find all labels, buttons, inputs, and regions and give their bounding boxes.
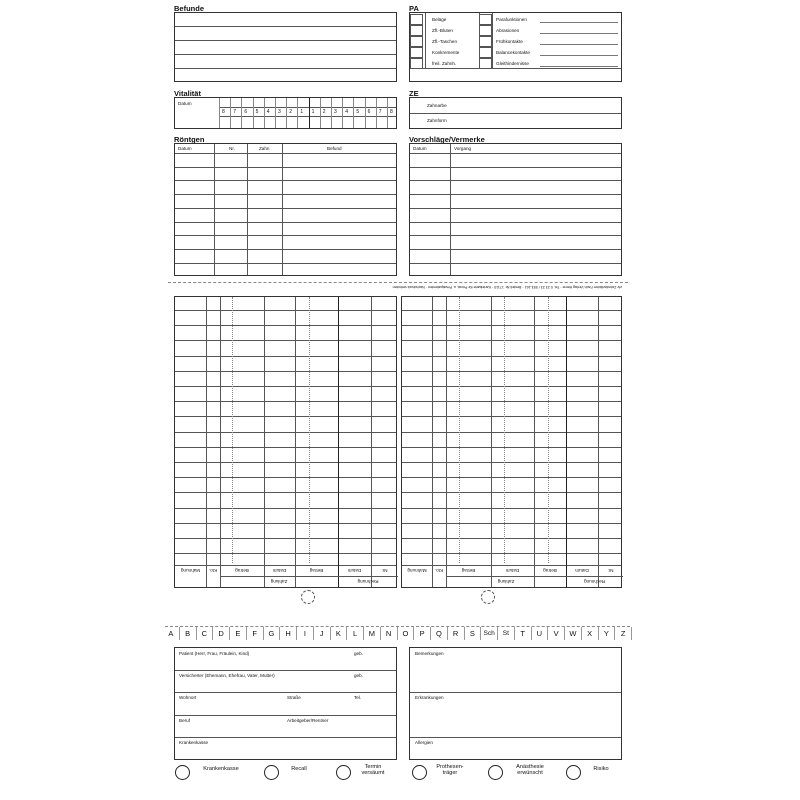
billing-col-divider (371, 297, 372, 587)
roentgen-title: Röntgen (174, 135, 205, 144)
billing-row-line (175, 553, 396, 554)
ze-box[interactable] (409, 97, 622, 129)
billing-group-zahlung: Zahlung (270, 579, 288, 584)
billing-row-line (175, 523, 396, 524)
krankenkasse-check[interactable] (175, 765, 190, 780)
pa-write-line-4[interactable] (540, 66, 618, 67)
pa-checkbox-left-0[interactable] (410, 14, 423, 25)
alphabet-tab-l[interactable]: L (347, 627, 364, 640)
alphabet-tab-i[interactable]: I (297, 627, 314, 640)
recall-check[interactable] (264, 765, 279, 780)
billing-row-line (402, 523, 621, 524)
billing-row-line (175, 371, 396, 372)
pa-checkbox-right-4[interactable] (479, 58, 492, 69)
billing-col-label: Mahnung (407, 568, 427, 573)
alphabet-tab-g[interactable]: G (264, 627, 281, 640)
table-row-line (410, 153, 621, 154)
vitalitaet-col-divider (275, 98, 276, 128)
billing-row-line (402, 340, 621, 341)
pa-title: PA (409, 4, 419, 13)
vitalitaet-col-divider (320, 98, 321, 128)
alphabet-register (163, 627, 632, 640)
alphabet-tab-u[interactable]: U (532, 627, 549, 640)
alphabet-tab-h[interactable]: H (280, 627, 297, 640)
alphabet-tab-w[interactable]: W (565, 627, 582, 640)
prothesentraeger-check[interactable] (412, 765, 427, 780)
table-row-line (175, 263, 396, 264)
billing-row-line (175, 356, 396, 357)
bemerkungen-box[interactable] (409, 647, 622, 760)
pa-label-left-4: freil. Zahnh. (432, 61, 457, 66)
pa-label-right-4: Gleithindernisse (496, 61, 529, 66)
punch-hole-left (301, 590, 315, 604)
table-row-line (175, 180, 396, 181)
alphabet-tab-st[interactable]: St (498, 627, 515, 640)
billing-dotted-divider (459, 297, 460, 563)
alphabet-tab-e[interactable]: E (230, 627, 247, 640)
billing-group-line (446, 576, 623, 577)
vorschlaege-col-datum: Datum (413, 146, 427, 151)
vitalitaet-title: Vitalität (174, 89, 201, 98)
check-label-risiko: Risiko (593, 766, 609, 772)
billing-row-line (175, 325, 396, 326)
tooth-number: 7 (378, 109, 382, 115)
table-row-line (410, 167, 621, 168)
table-row-line (410, 208, 621, 209)
versicherter-label: Versicherter (Ehemann, Ehefrau, Vater, Mutter) (179, 673, 275, 678)
roentgen-table[interactable] (174, 143, 397, 276)
tooth-number: 4 (266, 109, 270, 115)
billing-col-divider (491, 297, 492, 587)
erkrankungen-label: Erkrankungen (415, 695, 444, 700)
billing-col-divider (338, 297, 339, 587)
alphabet-tab-z[interactable]: Z (615, 627, 632, 640)
billing-row-line (175, 492, 396, 493)
table-row-line (175, 222, 396, 223)
billing-dotted-divider (309, 297, 310, 563)
billing-col-divider (446, 297, 447, 587)
alphabet-tab-q[interactable]: Q (431, 627, 448, 640)
billing-row-line (402, 447, 621, 448)
billing-col-label: Nr. (607, 568, 614, 573)
billing-header-line (175, 565, 396, 566)
billing-row-line (175, 386, 396, 387)
alphabet-tab-f[interactable]: F (247, 627, 264, 640)
table-row-line (175, 249, 396, 250)
billing-row-line (402, 492, 621, 493)
ze-title: ZE (409, 89, 419, 98)
pa-checkbox-right-1[interactable] (479, 25, 492, 36)
fold-line (168, 282, 628, 283)
tooth-number: 8 (222, 109, 225, 115)
krankenkasse-label: Krankenkasse (179, 740, 209, 745)
billing-row-line (402, 325, 621, 326)
billing-col-label: Betrag (461, 568, 476, 573)
tooth-number: 3 (278, 109, 281, 115)
roentgen-col-datum: Datum (178, 146, 192, 151)
billing-row-line (402, 432, 621, 433)
vorschlaege-title: Vorschläge/Vermerke (409, 135, 485, 144)
billing-row-line (175, 508, 396, 509)
termin-versaeumt-check[interactable] (336, 765, 351, 780)
pa-write-line-1[interactable] (540, 33, 618, 34)
bemerkungen-label: Bemerkungen (415, 651, 444, 656)
billing-row-line (402, 508, 621, 509)
table-row-line (410, 249, 621, 250)
pa-write-line-2[interactable] (540, 44, 618, 45)
alphabet-tab-r[interactable]: R (448, 627, 465, 640)
pa-label-left-2: Zfl.-Taschen (432, 39, 458, 44)
billing-group-rechnung: Rechnung (357, 579, 379, 584)
alphabet-tab-n[interactable]: N (381, 627, 398, 640)
ze-zahnform-label: Zahnform (427, 118, 447, 123)
vitalitaet-col-divider (342, 98, 343, 128)
vitalitaet-col-divider (241, 98, 242, 128)
alphabet-tab-sch[interactable]: Sch (481, 627, 498, 640)
billing-row-line (402, 371, 621, 372)
anaesthesie-check[interactable] (488, 765, 503, 780)
billing-group-rechnung: Rechnung (584, 579, 605, 584)
tooth-number: 1 (300, 109, 304, 115)
tooth-number: 3 (334, 109, 337, 115)
billing-dotted-divider (232, 297, 233, 563)
billing-col-divider (206, 297, 207, 587)
alphabet-tab-o[interactable]: O (398, 627, 415, 640)
roentgen-col-nr: Nr. (229, 146, 235, 151)
billing-col-divider (598, 297, 599, 587)
billing-col-label: Kto. (434, 568, 444, 573)
vorschlaege-col-vorgang: Vorgang (454, 146, 472, 151)
alphabet-tab-y[interactable]: Y (599, 627, 616, 640)
vitalitaet-col-divider (286, 98, 287, 128)
billing-row-line (402, 477, 621, 478)
billing-col-label: Kto. (208, 568, 218, 573)
alphabet-tab-v[interactable]: V (548, 627, 565, 640)
vorschlaege-table[interactable] (409, 143, 622, 276)
tooth-number: 4 (345, 109, 348, 115)
billing-col-label: Nr. (381, 568, 388, 573)
vitalitaet-box (174, 97, 397, 129)
risiko-check[interactable] (566, 765, 581, 780)
alphabet-tab-t[interactable]: T (515, 627, 532, 640)
check-label-termin: Termin versäumt (361, 764, 385, 776)
wohnort-label: Wohnort (179, 695, 197, 700)
table-row-line (175, 235, 396, 236)
billing-group-line (220, 576, 398, 577)
billing-col-divider (264, 297, 265, 587)
table-row-line (175, 208, 396, 209)
billing-col-label: Datum (505, 568, 520, 573)
billing-dotted-divider (504, 297, 505, 563)
billing-col-label: Datum (347, 568, 362, 573)
billing-col-label: Datum (575, 568, 589, 573)
billing-row-line (175, 538, 396, 539)
alphabet-tab-d[interactable]: D (213, 627, 230, 640)
pa-checkbox-right-2[interactable] (479, 36, 492, 47)
table-row-line (410, 222, 621, 223)
alphabet-tab-c[interactable]: C (197, 627, 214, 640)
billing-header-line (402, 565, 621, 566)
pa-checkbox-left-4[interactable] (410, 58, 423, 69)
alphabet-tab-b[interactable]: B (180, 627, 197, 640)
vitalitaet-datum-label: Datum (178, 101, 192, 106)
alphabet-tab-x[interactable]: X (582, 627, 599, 640)
vitalitaet-col-divider (365, 98, 366, 128)
billing-group-zahlung: Zahlung (497, 579, 515, 584)
check-label-prothesen: Prothesen-träger (436, 764, 464, 776)
billing-row-line (402, 356, 621, 357)
allergien-label: Allergien (415, 740, 433, 745)
pa-checkbox-left-2[interactable] (410, 36, 423, 47)
alphabet-tab-k[interactable]: K (331, 627, 348, 640)
tooth-number: 5 (356, 109, 360, 115)
pa-checkbox-right-0[interactable] (479, 14, 492, 25)
billing-row-line (175, 447, 396, 448)
table-row-line (410, 194, 621, 195)
arbeitgeber-label: Arbeitgeber/Rentner (287, 718, 329, 723)
table-row-line (410, 263, 621, 264)
patient-box[interactable] (174, 647, 397, 760)
billing-col-label: Betrag (235, 568, 249, 573)
billing-row-line (402, 553, 621, 554)
billing-dotted-divider (548, 297, 549, 563)
punch-hole-right (481, 590, 495, 604)
strasse-label: Straße (287, 695, 301, 700)
pa-checkbox-left-3[interactable] (410, 47, 423, 58)
vitalitaet-col-divider (253, 98, 254, 128)
ze-zahnarbe-label: Zahnarbe (427, 103, 447, 108)
billing-row-line (175, 432, 396, 433)
patient-label: Patient (Herr, Frau, Fräulein, Kind) (179, 651, 250, 656)
alphabet-tab-j[interactable]: J (314, 627, 331, 640)
billing-row-line (175, 416, 396, 417)
billing-row-line (402, 401, 621, 402)
pa-write-line-0[interactable] (540, 22, 618, 23)
billing-col-label: Datum (272, 568, 287, 573)
tooth-number: 2 (289, 109, 292, 115)
billing-col-label: Mahnung (180, 568, 201, 573)
vitalitaet-col-divider (376, 98, 377, 128)
billing-row-line (402, 386, 621, 387)
versicherter-geb-label: geb. (354, 673, 363, 678)
billing-col-divider (566, 297, 567, 587)
tooth-number: 5 (255, 109, 259, 115)
pa-label-left-1: Zfl.-Bluten (432, 28, 453, 33)
vitalitaet-col-divider (230, 98, 231, 128)
tooth-number: 7 (233, 109, 236, 115)
beruf-label: Beruf (179, 718, 190, 723)
table-row-line (175, 153, 396, 154)
check-label-krankenkasse: Krankenkasse (203, 766, 239, 772)
tooth-number: 6 (244, 109, 248, 115)
billing-row-line (175, 477, 396, 478)
table-row-line (175, 194, 396, 195)
vitalitaet-col-divider (219, 98, 220, 128)
pa-label-left-3: Konkremente (432, 50, 460, 55)
befunde-box[interactable] (174, 12, 397, 82)
pa-checkbox-left-1[interactable] (410, 25, 423, 36)
billing-col-divider (432, 297, 433, 587)
imprint: zfv Zahnärztlicher Fach-Verlag Herne · Tel. 0 23 23 / 593-161 · Bestell-Nr. 17110 · Karteikarte für Privat- u. Privatpatienten · Nachdruck verboten (392, 285, 622, 289)
billing-row-line (402, 538, 621, 539)
vitalitaet-col-divider (331, 98, 332, 128)
pa-write-line-3[interactable] (540, 55, 618, 56)
tooth-number: 6 (367, 109, 371, 115)
billing-row-line (175, 401, 396, 402)
check-label-recall: Recall (291, 766, 307, 772)
billing-row-line (175, 462, 396, 463)
vitalitaet-col-divider (353, 98, 354, 128)
check-label-anaesthesie: Anästhesie erwünscht (516, 764, 544, 776)
table-row-line (410, 180, 621, 181)
billing-row-line (175, 340, 396, 341)
vitalitaet-col-divider (387, 98, 388, 128)
vitalitaet-col-divider (264, 98, 265, 128)
billing-col-divider (534, 297, 535, 587)
vitalitaet-col-divider (309, 98, 310, 128)
alphabet-tab-a[interactable]: A (163, 627, 180, 640)
tooth-number: 1 (311, 109, 315, 115)
pa-label-right-2: Frühkontakte (496, 39, 523, 44)
tel-label: Tel. (354, 695, 362, 700)
pa-checkbox-right-3[interactable] (479, 47, 492, 58)
billing-table-right[interactable] (401, 296, 622, 588)
billing-col-divider (220, 297, 221, 587)
table-row-line (175, 167, 396, 168)
pa-label-right-3: Balancekontakte (496, 50, 530, 55)
roentgen-col-befund: Befund (327, 146, 342, 151)
alphabet-tab-p[interactable]: P (414, 627, 431, 640)
alphabet-tab-s[interactable]: S (465, 627, 482, 640)
table-row-line (410, 235, 621, 236)
billing-row-line (402, 310, 621, 311)
billing-table-left[interactable] (174, 296, 397, 588)
billing-row-line (402, 416, 621, 417)
tooth-number: 8 (390, 109, 393, 115)
befunde-title: Befunde (174, 4, 204, 13)
pa-label-right-1: Abrasionen (496, 28, 520, 33)
billing-col-divider (295, 297, 296, 587)
patient-geb-label: geb. (354, 651, 363, 656)
pa-label-right-0: Parafunktionen (496, 17, 527, 22)
vitalitaet-col-divider (297, 98, 298, 128)
tooth-number: 2 (322, 109, 326, 115)
billing-col-label: Betrag (543, 568, 557, 573)
alphabet-tab-m[interactable]: M (364, 627, 381, 640)
billing-row-line (175, 310, 396, 311)
billing-col-label: Betrag (309, 568, 324, 573)
pa-label-left-0: Beläge (432, 17, 447, 22)
roentgen-col-zahn: Zahn (259, 146, 270, 151)
billing-row-line (402, 462, 621, 463)
